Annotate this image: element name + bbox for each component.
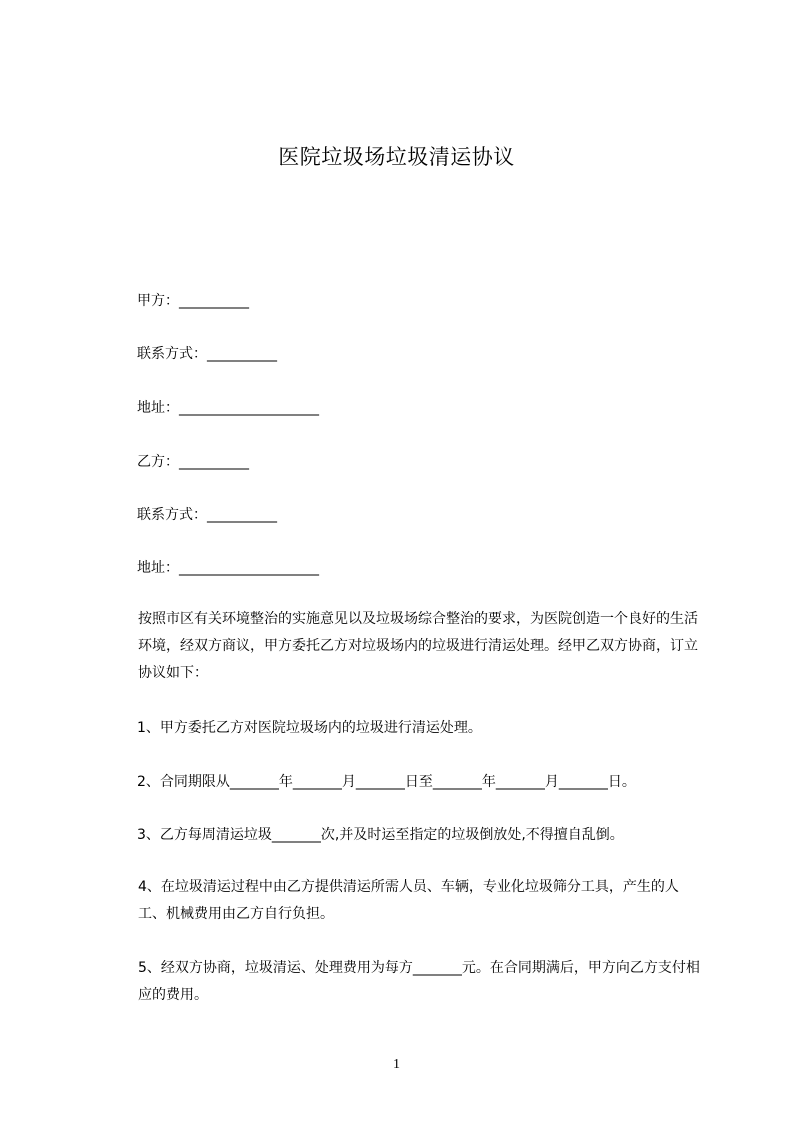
party-b-contact-field: 联系方式：__________ <box>137 507 277 523</box>
document-title: 医院垃圾场垃圾清运协议 <box>278 145 515 169</box>
party-a-address-field: 地址：____________________ <box>137 400 319 416</box>
party-a-contact-field: 联系方式：__________ <box>137 346 277 362</box>
clause-4: 4、在垃圾清运过程中由乙方提供清运所需人员、车辆，专业化垃圾筛分工具，产生的人工、机械费用由乙方自行负担。 <box>138 879 679 922</box>
party-a-field: 甲方：__________ <box>137 293 249 309</box>
clause-3: 3、乙方每周清运垃圾_______次,并及时运至指定的垃圾倒放处,不得擅自乱倒。 <box>137 827 624 843</box>
intro-paragraph: 按照市区有关环境整治的实施意见以及垃圾场综合整治的要求，为医院创造一个良好的生活环境，经双方商议，甲方委托乙方对垃圾场内的垃圾进行清运处理。经甲乙双方协商，订立协议如下： <box>138 611 698 681</box>
party-b-field: 乙方：__________ <box>137 454 249 470</box>
clause-1: 1、甲方委托乙方对医院垃圾场内的垃圾进行清运处理。 <box>137 720 482 736</box>
clause-2: 2、合同期限从_______年_______月_______日至_______年_______月_______日。 <box>137 774 636 790</box>
party-b-address-field: 地址：____________________ <box>137 560 319 576</box>
clause-5: 5、经双方协商，垃圾清运、处理费用为每方_______元。在合同期满后，甲方向乙方支付相应的费用。 <box>138 960 700 1003</box>
page-number: 1 <box>393 1057 400 1072</box>
